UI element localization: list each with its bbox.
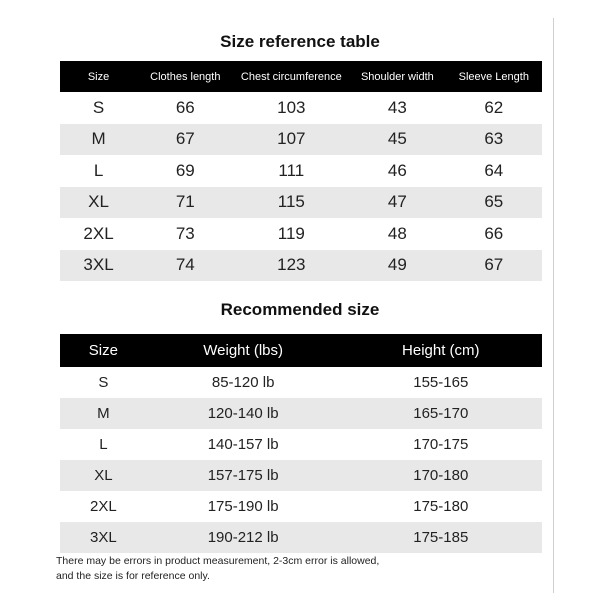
table-row [60,187,542,219]
height-cell: 165-170 [340,398,542,429]
weight-cell: 120-140 lb [147,398,340,429]
weight-cell: 157-175 lb [147,460,340,491]
table-row [60,92,542,124]
sleeve-cell: 66 [446,218,542,250]
shoulder-cell: 48 [349,218,445,250]
clothes-length-cell: 74 [137,250,233,282]
size-cell: M [60,398,147,429]
shoulder-cell: 45 [349,124,445,156]
height-cell: 170-175 [340,429,542,460]
table-row [60,124,542,156]
table-row [60,367,542,398]
header-size: Size [60,61,137,92]
chest-cell: 119 [234,218,350,250]
size-cell: 2XL [60,491,147,522]
size-reference-table [60,61,542,281]
table-row [60,491,542,522]
size-cell: 3XL [60,250,137,282]
size-cell: S [60,92,137,124]
table-row [60,250,542,282]
header-weight: Weight (lbs) [147,334,340,367]
height-cell: 175-185 [340,522,542,553]
size-table-header-row [60,61,542,92]
chest-cell: 111 [234,155,350,187]
size-cell: XL [60,460,147,491]
height-cell: 155-165 [340,367,542,398]
table-row [60,429,542,460]
sleeve-cell: 64 [446,155,542,187]
size-cell: XL [60,187,137,219]
recommended-size-table [60,334,542,553]
clothes-length-cell: 71 [137,187,233,219]
note-line-1: There may be errors in product measurement, 2-3cm error is allowed, [56,555,380,567]
weight-cell: 190-212 lb [147,522,340,553]
size-cell: L [60,429,147,460]
shoulder-cell: 46 [349,155,445,187]
table-row [60,460,542,491]
table-row [60,218,542,250]
clothes-length-cell: 67 [137,124,233,156]
height-cell: 175-180 [340,491,542,522]
weight-cell: 140-157 lb [147,429,340,460]
clothes-length-cell: 73 [137,218,233,250]
weight-cell: 85-120 lb [147,367,340,398]
note-line-2: and the size is for reference only. [56,570,210,582]
sleeve-cell: 65 [446,187,542,219]
measurement-note [56,554,526,584]
size-table-title: Size reference table [220,32,380,51]
chest-cell: 103 [234,92,350,124]
sleeve-cell: 67 [446,250,542,282]
size-cell: 3XL [60,522,147,553]
size-cell: S [60,367,147,398]
table-row [60,398,542,429]
sleeve-cell: 63 [446,124,542,156]
recommended-header-row [60,334,542,367]
header-clothes-length: Clothes length [137,61,233,92]
chest-cell: 115 [234,187,350,219]
header-size: Size [60,334,147,367]
table-row [60,155,542,187]
clothes-length-cell: 69 [137,155,233,187]
size-cell: L [60,155,137,187]
size-cell: M [60,124,137,156]
recommended-size-title: Recommended size [220,300,380,319]
size-cell: 2XL [60,218,137,250]
sleeve-cell: 62 [446,92,542,124]
shoulder-cell: 49 [349,250,445,282]
chest-cell: 123 [234,250,350,282]
chest-cell: 107 [234,124,350,156]
header-chest-circumference: Chest circumference [234,61,350,92]
weight-cell: 175-190 lb [147,491,340,522]
shoulder-cell: 43 [349,92,445,124]
clothes-length-cell: 66 [137,92,233,124]
header-sleeve-length: Sleeve Length [446,61,542,92]
shoulder-cell: 47 [349,187,445,219]
header-shoulder-width: Shoulder width [349,61,445,92]
table-row [60,522,542,553]
header-height: Height (cm) [340,334,542,367]
height-cell: 170-180 [340,460,542,491]
